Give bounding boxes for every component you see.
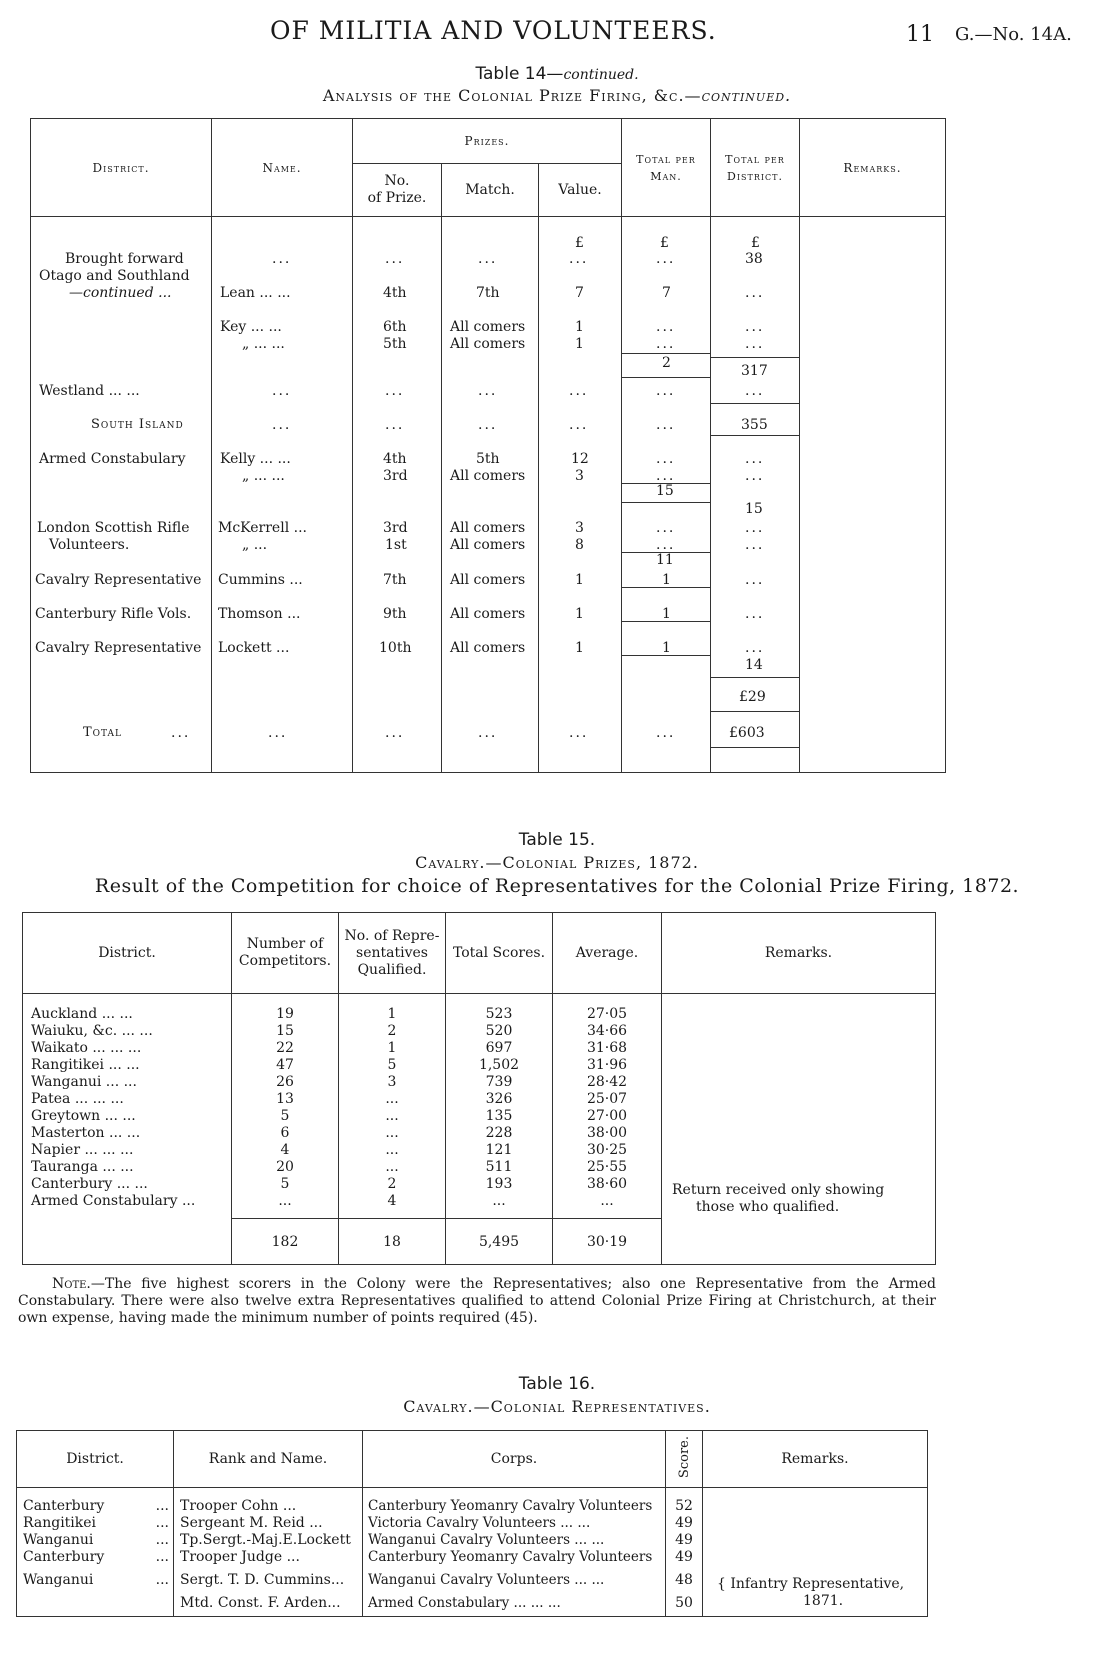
subtotal-london: 11: [656, 552, 674, 568]
t15-district-col: [23, 994, 232, 1219]
table-14-number: Table 14—: [475, 64, 564, 84]
row-value: 1: [575, 640, 584, 656]
row-district: Westland ... ...: [39, 383, 140, 399]
page-header: [0, 10, 1114, 50]
t15-total-reps: 18: [339, 1219, 446, 1265]
t15-total-blank: [23, 1219, 232, 1265]
t16-rank-col: Trooper Cohn ... Sergeant M. Reid ... Tp.Sergt.-Maj.E.Lockett Trooper Judge ... Sergt. T. D. Cummins... Mtd. Const. F. Arden...: [174, 1488, 363, 1617]
total-dots: ...: [385, 725, 405, 741]
list-item: Wanganui ...: [23, 1532, 169, 1548]
row-total-district: ...: [745, 520, 765, 536]
table-14: [30, 118, 946, 773]
row-prize-no: 10th: [379, 640, 412, 656]
row-district: Armed Constabulary: [39, 451, 186, 467]
t15-total-competitors: 182: [232, 1219, 339, 1265]
col-average: Average.: [553, 913, 662, 994]
row-value: ...: [569, 417, 589, 433]
t15-total-scores: 5,495: [446, 1219, 553, 1265]
row-district: London Scottish Rifle: [37, 520, 190, 536]
row-total-district: ...: [745, 451, 765, 467]
col-district: District.: [31, 119, 212, 217]
row-prize-no: 4th: [383, 451, 407, 467]
row-total-man: 1: [662, 572, 671, 588]
t15-scores-col: 523 520 697 1,502 739 326 135 228 121 511 193 ...: [446, 994, 553, 1219]
row-total-man: 1: [662, 640, 671, 656]
row-total-man: ...: [656, 319, 676, 335]
row-name: Thomson ...: [218, 606, 301, 622]
row-district: Volunteers.: [49, 537, 130, 553]
col-district: District.: [23, 913, 232, 994]
table-15-subtitle: Result of the Competition for choice of Representatives for the Colonial Prize Firing, 1872.: [94, 875, 1020, 897]
list-item: [23, 1595, 173, 1612]
list-item: Canterbury ...: [23, 1498, 169, 1514]
row-value: 1: [575, 606, 584, 622]
row-district: South Island: [91, 417, 184, 432]
row-match: All comers: [450, 640, 526, 656]
row-match: All comers: [450, 336, 526, 352]
col-competitors: Number of Competitors.: [232, 913, 339, 994]
row-name: Lean ... ...: [220, 285, 291, 301]
col-name: Name.: [212, 119, 353, 217]
row-name: ...: [272, 383, 292, 399]
row-match: 7th: [476, 285, 500, 301]
table-14-caption: [0, 64, 1114, 105]
row-district: Otago and Southland: [39, 268, 190, 284]
row-total-man: ...: [656, 468, 676, 484]
row-total-man: ...: [656, 383, 676, 399]
row-value: 3: [575, 468, 584, 484]
row-district: Cavalry Representative: [35, 640, 202, 656]
row-prize-no: 1st: [385, 537, 407, 553]
t14-total-district-cell: [711, 217, 800, 773]
row-total-district: 355: [741, 417, 768, 433]
list-item: Masterton ... ...: [31, 1125, 141, 1141]
col-corps: Corps.: [363, 1431, 666, 1488]
row-match: 5th: [476, 451, 500, 467]
t14-district-cell: [31, 217, 212, 773]
col-prizes: Prizes.: [353, 119, 622, 164]
document-reference: G.—No. 14A.: [955, 24, 1072, 45]
row-prize-no: ...: [385, 417, 405, 433]
note-lead: Note.: [52, 1276, 91, 1292]
t16-remarks-col: [703, 1488, 928, 1617]
row-name: Lockett ...: [218, 640, 290, 656]
list-item: Waiuku, &c. ... ...: [31, 1023, 153, 1039]
t15-competitors-col: 19 15 22 47 26 13 5 6 4 20 5 ...: [232, 994, 339, 1219]
row-district: —continued ...: [69, 285, 172, 301]
row-prize-no: 7th: [383, 572, 407, 588]
row-total-district: 38: [745, 251, 763, 267]
t14-value-cell: [539, 217, 622, 773]
total-dots: ...: [569, 725, 589, 741]
row-prize-no: 6th: [383, 319, 407, 335]
row-total-district: ...: [745, 468, 765, 484]
row-total-district: ...: [745, 285, 765, 301]
row-match: ...: [478, 383, 498, 399]
row-match: All comers: [450, 468, 526, 484]
row-district: Brought forward: [65, 251, 184, 267]
subtotal-armed: 15: [656, 483, 674, 499]
remark-text: { Infantry Representative,: [717, 1576, 905, 1592]
list-item: Wanganui ... ...: [31, 1074, 137, 1090]
col-remarks: Remarks.: [800, 119, 946, 217]
total-dots: ...: [268, 725, 288, 741]
row-match: All comers: [450, 537, 526, 553]
row-district: Canterbury Rifle Vols.: [35, 606, 192, 622]
row-value: 12: [571, 451, 589, 467]
list-item: Rangitikei ... ...: [31, 1057, 140, 1073]
table-16-number: Table 16.: [518, 1374, 596, 1394]
running-title: OF MILITIA AND VOLUNTEERS.: [270, 16, 717, 45]
row-prize-no: 4th: [383, 285, 407, 301]
row-value: 1: [575, 572, 584, 588]
row-name: McKerrell ...: [218, 520, 307, 536]
row-total-man: ...: [656, 251, 676, 267]
list-item: Auckland ... ...: [31, 1006, 133, 1022]
list-item: Napier ... ... ...: [31, 1142, 134, 1158]
row-match: ...: [478, 417, 498, 433]
t14-prize-no-cell: [353, 217, 442, 773]
row-match: ...: [478, 251, 498, 267]
note-text: —The five highest scorers in the Colony were the Representatives; also one Representative from the Armed Constabulary. There were also twelve extra Representatives qualified to attend Colonial Prize Firing at Christchurch, at their own expense, having made the minimum number of points required (45).: [18, 1276, 936, 1326]
t14-total-man-cell: [622, 217, 711, 773]
row-district: Cavalry Representative: [35, 572, 202, 588]
col-remarks: Remarks.: [662, 913, 936, 994]
currency-symbol: £: [660, 235, 669, 251]
table-14-title-continued: continued.: [701, 86, 792, 105]
t14-remarks-cell: [800, 217, 946, 773]
t15-total-average: 30·19: [553, 1219, 662, 1265]
list-item: Waikato ... ... ...: [31, 1040, 142, 1056]
row-match: All comers: [450, 520, 526, 536]
subtotal-westland: 317: [741, 363, 768, 379]
row-prize-no: ...: [385, 383, 405, 399]
subtotal-29: £29: [739, 689, 766, 705]
table-15-caption: [0, 830, 1114, 897]
row-name: „ ... ...: [242, 336, 285, 352]
list-item: Wanganui ...: [23, 1572, 169, 1588]
row-total-man: 1: [662, 606, 671, 622]
t16-district-col: [17, 1488, 174, 1617]
row-total-man: 7: [662, 285, 671, 301]
col-total-scores: Total Scores.: [446, 913, 553, 994]
row-prize-no: 3rd: [383, 520, 408, 536]
row-match: All comers: [450, 572, 526, 588]
col-score: Score.: [666, 1431, 703, 1488]
t14-name-cell: [212, 217, 353, 773]
row-value: 7: [575, 285, 584, 301]
row-value: 3: [575, 520, 584, 536]
subtotal-otago: 2: [662, 355, 671, 371]
table-15-note: [18, 1276, 936, 1327]
total-label: Total: [83, 725, 123, 740]
row-prize-no: 9th: [383, 606, 407, 622]
row-total-district: ...: [745, 383, 765, 399]
col-remarks: Remarks.: [703, 1431, 928, 1488]
table-15-title: Cavalry.—Colonial Prizes, 1872.: [415, 853, 699, 872]
list-item: Armed Constabulary ...: [31, 1193, 196, 1209]
col-no-of-prize: No. of Prize.: [353, 164, 442, 217]
row-name: ...: [272, 417, 292, 433]
list-item: Patea ... ... ...: [31, 1091, 124, 1107]
col-district: District.: [17, 1431, 174, 1488]
list-item: Canterbury ...: [23, 1549, 169, 1565]
grand-total: £603: [729, 725, 765, 741]
t16-corps-col: Canterbury Yeomanry Cavalry Volunteers Victoria Cavalry Volunteers ... ... Wanganui Cavalry Volunteers ... ... Canterbury Yeomanry Cavalry Volunteers Wanganui Cavalry Volunteers ... ... Armed Constabulary ... ... ...: [363, 1488, 666, 1617]
table-16-title: Cavalry.—Colonial Representatives.: [403, 1397, 711, 1416]
remark-text: those who qualified.: [696, 1199, 840, 1215]
row-total-man: ...: [656, 336, 676, 352]
row-value: ...: [569, 251, 589, 267]
currency-symbol: £: [575, 235, 584, 251]
row-total-man: ...: [656, 537, 676, 553]
row-total-district: ...: [745, 640, 765, 656]
table-15: [22, 912, 936, 1265]
subtotal-cavalry: 14: [745, 657, 763, 673]
col-value: Value.: [539, 164, 622, 217]
col-match: Match.: [442, 164, 539, 217]
t16-score-col: 52 49 49 49 48 50: [666, 1488, 703, 1617]
t14-match-cell: [442, 217, 539, 773]
row-match: All comers: [450, 606, 526, 622]
remark-text: 1871.: [803, 1593, 844, 1609]
list-item: Greytown ... ...: [31, 1108, 136, 1124]
row-total-district: ...: [745, 572, 765, 588]
list-item: Canterbury ... ...: [31, 1176, 148, 1192]
row-total-man: ...: [656, 417, 676, 433]
row-value: 1: [575, 319, 584, 335]
total-dots: ...: [171, 725, 191, 741]
total-dots: ...: [478, 725, 498, 741]
row-total-district: ...: [745, 336, 765, 352]
t15-remarks-col: [662, 994, 936, 1265]
row-prize-no: 3rd: [383, 468, 408, 484]
row-name: ...: [272, 251, 292, 267]
t15-average-col: 27·05 34·66 31·68 31·96 28·42 25·07 27·00 38·00 30·25 25·55 38·60 ...: [553, 994, 662, 1219]
table-16-caption: [0, 1374, 1114, 1416]
table-14-title: Analysis of the Colonial Prize Firing, &c.—: [322, 86, 702, 105]
row-value: 8: [575, 537, 584, 553]
row-prize-no: ...: [385, 251, 405, 267]
row-prize-no: 5th: [383, 336, 407, 352]
row-name: Cummins ...: [218, 572, 303, 588]
col-representatives: No. of Repre- sentatives Qualified.: [339, 913, 446, 994]
row-name: Key ... ...: [220, 319, 282, 335]
row-total-district: ...: [745, 606, 765, 622]
row-name: „ ... ...: [242, 468, 285, 484]
list-item: Tauranga ... ...: [31, 1159, 134, 1175]
col-total-per-man: Total per Man.: [622, 119, 711, 217]
total-dots: ...: [656, 725, 676, 741]
table-15-number: Table 15.: [518, 830, 596, 850]
row-value: 1: [575, 336, 584, 352]
row-name: „ ...: [242, 537, 268, 553]
row-total-district: ...: [745, 537, 765, 553]
currency-symbol: £: [751, 235, 760, 251]
row-match: All comers: [450, 319, 526, 335]
table-16: [16, 1430, 928, 1617]
table-14-continued: continued.: [563, 67, 639, 83]
remark-text: Return received only showing: [672, 1182, 885, 1198]
row-total-man: ...: [656, 520, 676, 536]
row-name: Kelly ... ...: [220, 451, 291, 467]
subtotal-armed-district: 15: [745, 501, 763, 517]
row-value: ...: [569, 383, 589, 399]
col-rank-name: Rank and Name.: [174, 1431, 363, 1488]
row-total-district: ...: [745, 319, 765, 335]
page-number: 11: [906, 22, 934, 47]
row-total-man: ...: [656, 451, 676, 467]
col-total-per-district: Total per District.: [711, 119, 800, 217]
list-item: Rangitikei ...: [23, 1515, 169, 1531]
t15-reps-col: 1 2 1 5 3 ... ... ... ... ... 2 4: [339, 994, 446, 1219]
